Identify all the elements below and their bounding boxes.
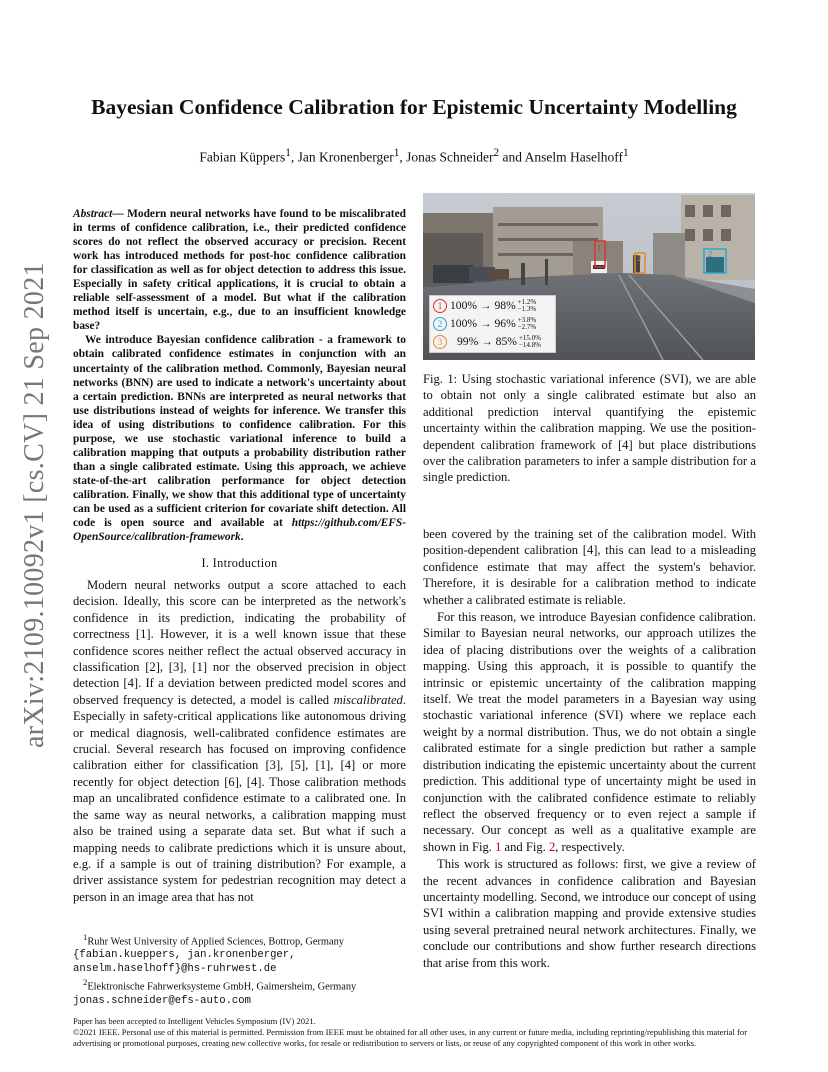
author-name: Fabian Küppers [199,149,286,165]
score-after: 96% [494,317,516,330]
body-paragraph: been covered by the training set of the calibration model. With position-dependent calibration [4], this can lead to a misleading confidence estimate that may affect the system's behavior. Therefore, it is desirable for a calibration method to indicate whether a calibrated estimate is reliable. [423,527,756,607]
affiliation-mark: 1 [393,147,400,159]
footnotes [73,931,406,1008]
interval [518,317,537,331]
body-paragraph [423,609,756,855]
abstract-paragraph [73,207,406,333]
author-separator: , [399,149,407,165]
author-name: Anselm Haselhoff [524,149,623,165]
body-paragraph: This work is structured as follows: first, we give a review of the recent advances in confidence calibration and Bayesian uncertainty modelling. Second, we introduce our concept of using SVI within a calibration mapping and provide extensive studies using several pretrained neural network architectures. Finally, we conclude our contributions and show further research directions that arise from this work. [423,857,756,970]
author-separator: and [499,149,525,165]
author-name: Jan Kronenberger [297,149,394,165]
score-after: 85% [495,335,517,348]
detection-tag: 1 [597,244,602,253]
body-text: , respectively. [555,839,625,854]
figure-caption [423,371,756,486]
index-circle: 1 [433,299,447,313]
detection-tag: 2 [708,250,713,259]
acceptance-note: Paper has been accepted to Intelligent Vehicles Symposium (IV) 2021. [73,1016,316,1026]
abstract-dash: — [112,208,128,220]
section-heading: I. Introduction [201,556,278,570]
score-before: 99% [457,335,479,348]
author-name: Jonas Schneider [406,149,494,165]
interval-lower: −14.8% [518,341,541,349]
calibration-legend [429,295,556,353]
body-text: For this reason, we introduce Bayesian confidence calibration. Similar to Bayesian neural networks, our approach utilizes the idea of placing distributions over the weights of a calibration mapping. Using this approach, it is possible to quantify the intrinsic or epistemic uncertainty of the calibration mapping itself. We treat the model parameters in a Bayesian way using stochastic variational inference (SVI) where we replace each weight by a normal distribution. Thus, we do not obtain a single calibrated estimate for a single prediction but rather a sample distribution indicating the epistemic uncertainty about the current prediction. This additional type of uncertainty might be used in conjunction with the calibrated confidence estimate to reliably reflect the observed frequency or to even reject a sample if necessary. Our concept as well as a qualitative example are shown in Fig. [423,610,756,854]
figure-street-scene [423,193,755,360]
figure-ref-link[interactable]: 1 [495,839,502,854]
author-list [0,147,828,166]
abstract-text: Modern neural networks have found to be miscalibrated in terms of confidence calibration, i.e., their predicted confidence scores do not reflect the observed accuracy or precision. Recent work has introduced methods for post-hoc confidence calibration for classification as well as for object detection to address this issue. Especially in safety critical applications, it is crucial to obtain a reliable self-assessment of a model. But what if the calibration method itself is uncertain, e.g., due to an insufficient knowledge base? [73,208,406,333]
right-column-text [423,526,756,971]
abstract-label: Abstract [73,208,113,220]
body-text: Modern neural networks output a score attached to each decision. Ideally, this score can be interpreted as the network's confidence in its prediction, indicating the probability of correctness [1]. However, it is a well known issue that these confidence scores neither reflect the actual observed accuracy in classification [2], [3], [1] nor the observed precision in object detection [4]. If a deviation between predicted model scores and observed frequency is detected, a model is called [73,578,406,707]
emphasis: miscalibrated [333,692,403,707]
affiliation-mark: 1 [622,147,629,159]
caption-paragraph [423,371,756,486]
detection-tag: 3 [637,254,642,263]
legend-row [433,315,552,333]
interval-lower: −1.3% [517,305,537,313]
caption-label: Fig. 1: [423,372,458,386]
interval-upper: +15.0% [518,334,541,342]
figure-ref-link[interactable]: 2 [548,839,556,854]
body-text: . Especially in safety-critical applications like autonomous driving or medical diagnosis, well-calibrated confidence estimates are crucial. Several research has focused on improving confidence calibration either for classification [3], [5], [1], [4] or more recently for object detection [6], [4]. Those calibration methods map an uncalibrated confidence estimate to a calibrated one. In the same way as neural networks, a calibration mapping must also be trained using a separate data set. But what if such a mapping needs to calibrate predictions which it is unsure about, e.g. if a sample is out of training distribution? For example, a driver assistance system for pedestrian recognition may detect a person in an image area that has not [73,692,406,904]
score-after: 98% [494,299,516,312]
index-circle: 3 [433,335,447,349]
footnote [73,931,406,976]
footnote-mark: 1 [83,932,88,942]
abstract-end: . [240,531,244,544]
score-before: 100% [450,299,478,312]
interval-upper: +1.2% [517,298,537,306]
index-circle: 2 [433,317,447,331]
body-paragraph [73,577,406,905]
affiliation-mark: 2 [493,147,500,159]
interval-upper: +3.8% [517,316,537,324]
arrow-icon: → [481,335,493,348]
arxiv-side-label: arXiv:2109.10092v1 [cs.CV] 21 Sep 2021 [19,262,50,748]
copyright-notice [73,1016,756,1050]
paper-title: Bayesian Confidence Calibration for Epistemic Uncertainty Modelling [91,95,737,119]
footnote-email: {fabian.kueppers, jan.kronenberger, anselm.haselhoff}@hs-ruhrwest.de [73,949,296,976]
body-text: and Fig. [501,839,549,854]
code-link[interactable]: https://github.com/EFS-OpenSource/calibration-framework [73,517,406,544]
ieee-copyright: ©2021 IEEE. Personal use of this material is permitted. Permission from IEEE must be obtained for all other uses, in any current or future media, including reprinting/republishing this material for advertising or promotional purposes, creating new collective works, for resale or redistribution to servers or lists, or reuse of any copyrighted component of this work in other works. [73,1027,748,1049]
arrow-icon: → [479,317,492,330]
interval [519,335,541,349]
footnote-email: jonas.schneider@efs-auto.com [73,994,252,1007]
legend-row [433,297,552,315]
footnote-mark: 2 [83,977,88,988]
introduction-text [73,577,406,905]
score-before: 100% [450,317,478,330]
abstract [73,207,406,544]
affiliation-mark: 1 [285,147,291,159]
interval [518,299,537,313]
footnote-text: Elektronische Fahrwerksysteme GmbH, Gaimersheim, Germany [87,981,357,993]
author-separator: , [290,149,298,165]
footnote-text: Ruhr West University of Applied Sciences, Bottrop, Germany [87,936,345,948]
abstract-paragraph [73,333,406,544]
interval-lower: −2.7% [517,323,537,331]
legend-row [433,333,552,351]
arrow-icon: → [479,299,492,312]
footnote [73,976,406,1007]
abstract-text: We introduce Bayesian confidence calibration - a framework to obtain calibrated confidence estimates in conjunction with an uncertainty of the calibration method. Commonly, Bayesian neural networks (BNN) are used to indicate a network's uncertainty about a certain prediction. BNNs are interpreted as neural networks that use distributions instead of weights for inference. We transfer this idea of using distributions to confidence calibration. For this purpose, we use stochastic variational inference to build a calibration mapping that outputs a probability distribution rather than a single calibrated estimate. Using this approach, we achieve state-of-the-art calibration performance for object detection calibration. Finally, we show that this additional type of uncertainty can be used as a sufficient criterion for covariate shift detection. All code is open source and available at [73,334,406,530]
caption-text: Using stochastic variational inference (SVI), we are able to obtain not only a single calibrated estimate but also an additional prediction interval quantifying the epistemic uncertainty within the calibration mapping. We use the position-dependent calibration framework of [4] but place distributions over the calibration parameters to infer a sample distribution for a single prediction. [423,372,756,485]
